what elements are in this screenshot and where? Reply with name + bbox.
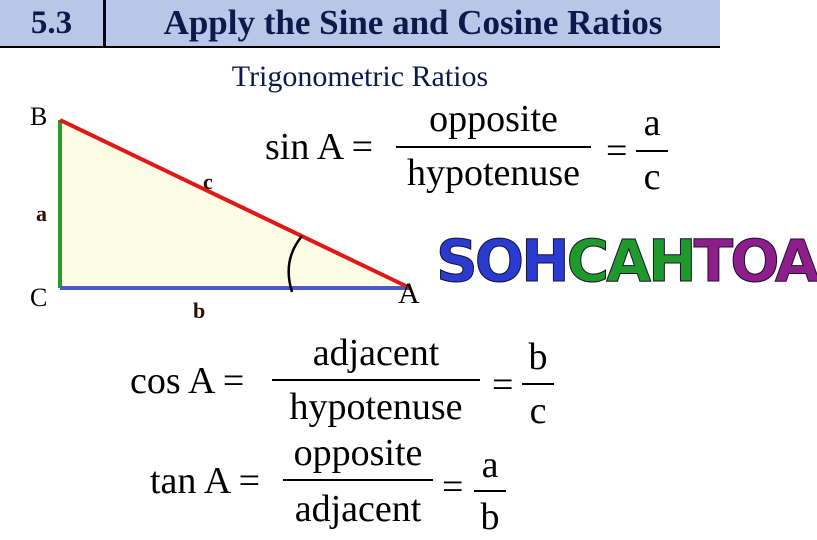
slide-title: Apply the Sine and Cosine Ratios (163, 3, 663, 42)
sin-word-fraction (396, 98, 591, 198)
cos-word-fraction (272, 332, 480, 432)
cos-letter-fraction (522, 336, 554, 436)
sohcahtoa-mnemonic (436, 226, 817, 296)
cah-text: CAH (566, 227, 694, 295)
tan-fraction-bar (283, 479, 433, 481)
sin-letter-fraction (636, 102, 668, 202)
cos-equals: = (492, 364, 514, 406)
vertex-a-label: A (398, 277, 420, 310)
sin-numerator: opposite (429, 98, 558, 140)
tan-denominator: adjacent (294, 488, 422, 530)
cos-denominator: hypotenuse (289, 386, 463, 428)
soh-text: SOH (436, 227, 567, 295)
side-a-label: a (36, 201, 47, 226)
side-b-label: b (193, 298, 206, 323)
cos-lhs: cos A = (130, 360, 245, 402)
side-c-label: c (203, 169, 213, 194)
sin-letter-denominator: c (643, 156, 661, 198)
tan-word-fraction (283, 432, 433, 532)
sin-equals: = (606, 130, 628, 172)
cos-letter-numerator: b (528, 336, 548, 378)
cos-letter-denominator: c (529, 390, 547, 432)
section-number: 5.3 (30, 5, 73, 41)
tan-equals: = (442, 466, 464, 508)
tan-letter-bar (474, 490, 506, 492)
sin-lhs: sin A = (265, 126, 374, 168)
tan-letter-numerator: a (481, 444, 499, 486)
sin-letter-bar (636, 150, 668, 152)
cos-letter-bar (522, 383, 554, 385)
sin-letter-numerator: a (643, 102, 661, 144)
tan-lhs: tan A = (150, 460, 261, 502)
subtitle: Trigonometric Ratios (231, 60, 489, 93)
vertex-b-label: B (30, 102, 48, 131)
cos-numerator: adjacent (312, 332, 440, 374)
tan-numerator: opposite (293, 432, 423, 474)
sin-fraction-bar (396, 146, 591, 148)
vertex-c-label: C (30, 283, 48, 312)
cos-fraction-bar (272, 379, 480, 381)
tan-letter-fraction (474, 444, 506, 540)
sin-denominator: hypotenuse (406, 152, 581, 194)
toa-text: TOA (693, 227, 817, 295)
tan-letter-denominator: b (480, 496, 500, 538)
